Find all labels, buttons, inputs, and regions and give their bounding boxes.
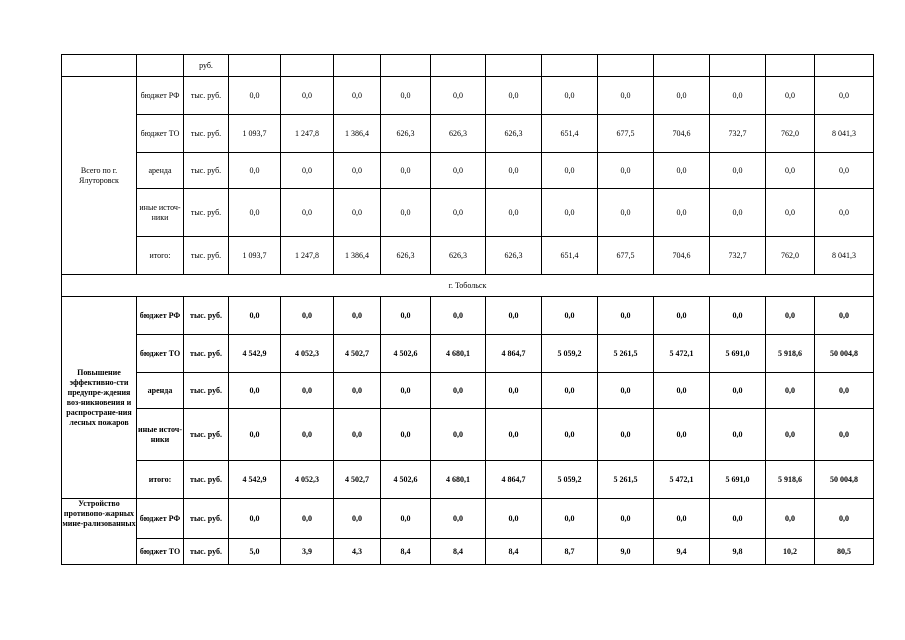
unit-cell: тыс. руб. (184, 189, 229, 237)
value-cell: 0,0 (654, 297, 710, 335)
value-cell (815, 55, 874, 77)
unit-cell: тыс. руб. (184, 77, 229, 115)
value-cell: 0,0 (766, 499, 815, 539)
value-cell: 5 472,1 (654, 461, 710, 499)
section-row (62, 275, 874, 297)
unit-cell: тыс. руб. (184, 539, 229, 565)
value-cell (281, 55, 334, 77)
source-cell: иные источ-ники (137, 409, 184, 461)
value-cell: 9,8 (710, 539, 766, 565)
source-cell: итого: (137, 461, 184, 499)
value-cell: 0,0 (381, 77, 431, 115)
row-group-name: Всего по г. Ялуторовск (62, 77, 137, 275)
value-cell: 0,0 (281, 409, 334, 461)
value-cell: 0,0 (381, 499, 431, 539)
value-cell: 4 502,7 (334, 335, 381, 373)
value-cell: 0,0 (766, 153, 815, 189)
value-cell: 1 386,4 (334, 115, 381, 153)
source-cell: бюджет РФ (137, 77, 184, 115)
source-cell: аренда (137, 153, 184, 189)
value-cell: 4 680,1 (431, 335, 486, 373)
value-cell: 0,0 (229, 297, 281, 335)
value-cell: 0,0 (598, 297, 654, 335)
value-cell: 0,0 (654, 153, 710, 189)
value-cell: 9,4 (654, 539, 710, 565)
table-row (62, 373, 874, 409)
value-cell: 1 247,8 (281, 237, 334, 275)
value-cell: 0,0 (229, 409, 281, 461)
value-cell: 0,0 (486, 189, 542, 237)
value-cell (766, 55, 815, 77)
value-cell: 0,0 (431, 77, 486, 115)
value-cell: 4 542,9 (229, 461, 281, 499)
value-cell: 5 261,5 (598, 335, 654, 373)
table-row (62, 189, 874, 237)
value-cell: 0,0 (598, 77, 654, 115)
table-row (62, 297, 874, 335)
unit-cell: тыс. руб. (184, 115, 229, 153)
value-cell: 651,4 (542, 237, 598, 275)
value-cell: 5 059,2 (542, 335, 598, 373)
value-cell: 0,0 (281, 297, 334, 335)
unit-cell: тыс. руб. (184, 373, 229, 409)
value-cell: 0,0 (542, 77, 598, 115)
value-cell: 0,0 (431, 189, 486, 237)
value-cell: 0,0 (766, 409, 815, 461)
value-cell: 5 261,5 (598, 461, 654, 499)
value-cell: 0,0 (229, 373, 281, 409)
value-cell: 1 093,7 (229, 115, 281, 153)
value-cell: 1 247,8 (281, 115, 334, 153)
source-cell: бюджет РФ (137, 297, 184, 335)
value-cell: 0,0 (334, 297, 381, 335)
table-row (62, 461, 874, 499)
unit-cell: руб. (184, 55, 229, 77)
value-cell: 0,0 (598, 189, 654, 237)
value-cell: 0,0 (431, 409, 486, 461)
value-cell (431, 55, 486, 77)
value-cell: 10,2 (766, 539, 815, 565)
value-cell: 0,0 (281, 77, 334, 115)
value-cell: 0,0 (766, 189, 815, 237)
value-cell: 0,0 (381, 373, 431, 409)
value-cell: 626,3 (381, 237, 431, 275)
unit-cell: тыс. руб. (184, 297, 229, 335)
value-cell: 0,0 (334, 373, 381, 409)
value-cell: 0,0 (815, 297, 874, 335)
value-cell: 0,0 (815, 189, 874, 237)
value-cell: 0,0 (431, 153, 486, 189)
value-cell: 0,0 (431, 499, 486, 539)
value-cell: 0,0 (815, 153, 874, 189)
source-cell: бюджет РФ (137, 499, 184, 539)
value-cell: 0,0 (334, 499, 381, 539)
value-cell: 626,3 (381, 115, 431, 153)
value-cell: 4 542,9 (229, 335, 281, 373)
value-cell: 0,0 (229, 153, 281, 189)
value-cell: 4,3 (334, 539, 381, 565)
value-cell: 626,3 (486, 115, 542, 153)
source-cell: итого: (137, 237, 184, 275)
value-cell (710, 55, 766, 77)
value-cell: 0,0 (431, 297, 486, 335)
value-cell: 0,0 (229, 189, 281, 237)
unit-cell: тыс. руб. (184, 461, 229, 499)
value-cell: 0,0 (654, 373, 710, 409)
source-cell: бюджет ТО (137, 115, 184, 153)
value-cell: 626,3 (431, 115, 486, 153)
value-cell: 0,0 (654, 77, 710, 115)
unit-cell: тыс. руб. (184, 335, 229, 373)
value-cell: 0,0 (431, 373, 486, 409)
value-cell: 0,0 (710, 409, 766, 461)
value-cell: 0,0 (486, 409, 542, 461)
value-cell: 3,9 (281, 539, 334, 565)
value-cell: 0,0 (542, 297, 598, 335)
value-cell: 0,0 (710, 189, 766, 237)
value-cell: 0,0 (766, 297, 815, 335)
name-cell (62, 55, 137, 77)
value-cell: 8 041,3 (815, 115, 874, 153)
table-row (62, 77, 874, 115)
source-cell (137, 55, 184, 77)
value-cell: 704,6 (654, 115, 710, 153)
value-cell: 0,0 (334, 77, 381, 115)
value-cell: 0,0 (381, 297, 431, 335)
value-cell: 50 004,8 (815, 335, 874, 373)
value-cell: 5 472,1 (654, 335, 710, 373)
value-cell: 0,0 (486, 153, 542, 189)
value-cell: 8,4 (431, 539, 486, 565)
table-row (62, 55, 874, 77)
value-cell: 626,3 (431, 237, 486, 275)
value-cell: 626,3 (486, 237, 542, 275)
value-cell: 0,0 (710, 373, 766, 409)
value-cell: 0,0 (815, 409, 874, 461)
value-cell: 0,0 (654, 409, 710, 461)
value-cell: 0,0 (281, 499, 334, 539)
value-cell: 0,0 (766, 373, 815, 409)
value-cell: 732,7 (710, 115, 766, 153)
value-cell: 8,4 (381, 539, 431, 565)
value-cell: 80,5 (815, 539, 874, 565)
value-cell (229, 55, 281, 77)
value-cell: 0,0 (281, 153, 334, 189)
value-cell: 0,0 (334, 409, 381, 461)
source-cell: аренда (137, 373, 184, 409)
value-cell: 0,0 (229, 499, 281, 539)
value-cell: 4 680,1 (431, 461, 486, 499)
row-group-name: Устройство противопо-жарных мине-рализованных (62, 499, 137, 565)
value-cell: 0,0 (815, 499, 874, 539)
value-cell (654, 55, 710, 77)
value-cell: 0,0 (542, 373, 598, 409)
value-cell: 0,0 (815, 373, 874, 409)
value-cell: 0,0 (542, 409, 598, 461)
value-cell: 50 004,8 (815, 461, 874, 499)
value-cell: 0,0 (381, 409, 431, 461)
value-cell: 5 918,6 (766, 461, 815, 499)
value-cell: 0,0 (598, 373, 654, 409)
section-title: г. Тобольск (62, 275, 874, 297)
value-cell: 0,0 (229, 77, 281, 115)
value-cell: 8,4 (486, 539, 542, 565)
value-cell: 4 502,6 (381, 335, 431, 373)
value-cell: 8 041,3 (815, 237, 874, 275)
value-cell: 4 864,7 (486, 461, 542, 499)
value-cell: 0,0 (598, 409, 654, 461)
value-cell: 8,7 (542, 539, 598, 565)
value-cell: 762,0 (766, 237, 815, 275)
table-row (62, 499, 874, 539)
value-cell: 5 691,0 (710, 461, 766, 499)
value-cell: 0,0 (654, 499, 710, 539)
budget-table (61, 54, 874, 565)
value-cell: 0,0 (542, 153, 598, 189)
value-cell: 651,4 (542, 115, 598, 153)
value-cell: 9,0 (598, 539, 654, 565)
value-cell: 0,0 (281, 189, 334, 237)
value-cell: 0,0 (710, 153, 766, 189)
value-cell: 4 864,7 (486, 335, 542, 373)
value-cell: 0,0 (381, 189, 431, 237)
value-cell: 0,0 (542, 189, 598, 237)
value-cell: 0,0 (381, 153, 431, 189)
value-cell: 5 691,0 (710, 335, 766, 373)
unit-cell: тыс. руб. (184, 409, 229, 461)
value-cell: 0,0 (710, 77, 766, 115)
value-cell: 4 052,3 (281, 461, 334, 499)
source-cell: бюджет ТО (137, 539, 184, 565)
unit-cell: тыс. руб. (184, 237, 229, 275)
value-cell: 0,0 (598, 499, 654, 539)
value-cell: 0,0 (281, 373, 334, 409)
value-cell: 704,6 (654, 237, 710, 275)
value-cell (334, 55, 381, 77)
value-cell: 0,0 (710, 499, 766, 539)
value-cell: 0,0 (710, 297, 766, 335)
value-cell: 0,0 (486, 373, 542, 409)
value-cell: 4 502,7 (334, 461, 381, 499)
value-cell: 677,5 (598, 115, 654, 153)
source-cell: бюджет ТО (137, 335, 184, 373)
source-cell: иные источ-ники (137, 189, 184, 237)
table-row (62, 335, 874, 373)
value-cell (542, 55, 598, 77)
value-cell: 0,0 (486, 499, 542, 539)
value-cell: 5 918,6 (766, 335, 815, 373)
table-row (62, 237, 874, 275)
value-cell (381, 55, 431, 77)
value-cell: 0,0 (766, 77, 815, 115)
value-cell: 4 502,6 (381, 461, 431, 499)
value-cell: 0,0 (598, 153, 654, 189)
table-row (62, 409, 874, 461)
row-group-name: Повышение эффективно-сти предупре-ждения воз-никновения и распростране-ния лесных пожаров (62, 297, 137, 499)
value-cell: 762,0 (766, 115, 815, 153)
value-cell: 677,5 (598, 237, 654, 275)
value-cell: 0,0 (815, 77, 874, 115)
value-cell: 5 059,2 (542, 461, 598, 499)
unit-cell: тыс. руб. (184, 153, 229, 189)
value-cell: 4 052,3 (281, 335, 334, 373)
value-cell: 0,0 (654, 189, 710, 237)
value-cell: 0,0 (486, 77, 542, 115)
value-cell: 0,0 (542, 499, 598, 539)
value-cell: 0,0 (334, 189, 381, 237)
value-cell (598, 55, 654, 77)
table-row (62, 539, 874, 565)
value-cell: 1 386,4 (334, 237, 381, 275)
unit-cell: тыс. руб. (184, 499, 229, 539)
value-cell: 0,0 (486, 297, 542, 335)
value-cell: 1 093,7 (229, 237, 281, 275)
value-cell (486, 55, 542, 77)
value-cell: 0,0 (334, 153, 381, 189)
value-cell: 732,7 (710, 237, 766, 275)
value-cell: 5,0 (229, 539, 281, 565)
table-row (62, 153, 874, 189)
table-row (62, 115, 874, 153)
